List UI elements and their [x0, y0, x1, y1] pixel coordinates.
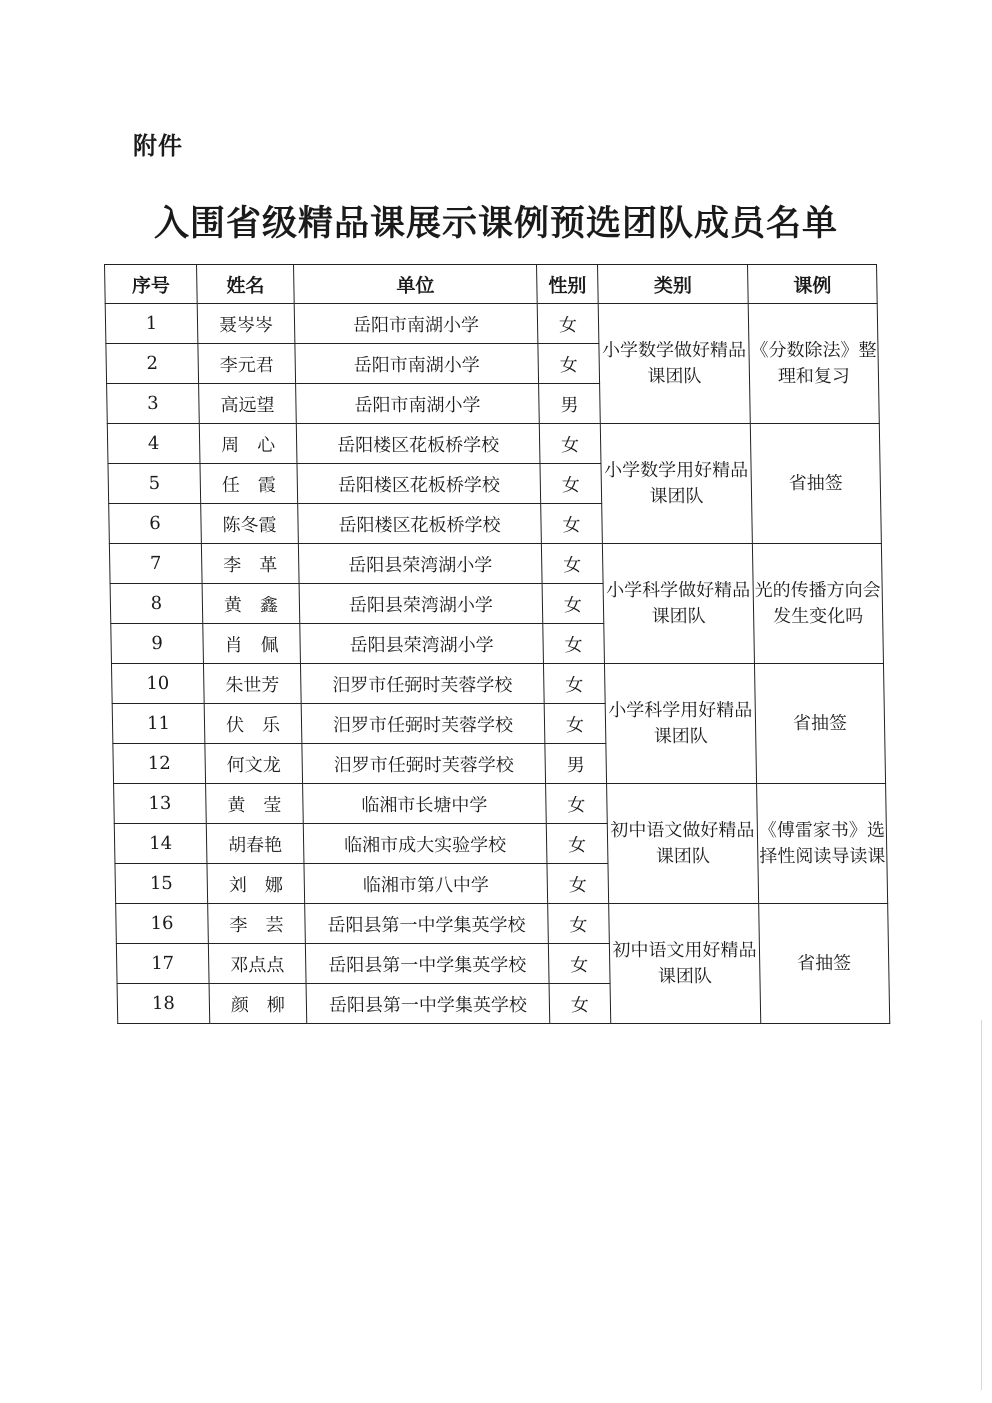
cell-no: 9 — [111, 624, 204, 664]
table-row — [114, 784, 887, 824]
cell-gender: 女 — [547, 864, 609, 904]
header-row — [105, 265, 878, 304]
cell-unit: 岳阳县第一中学集英学校 — [305, 904, 549, 944]
cell-unit: 岳阳楼区花板桥学校 — [297, 464, 541, 504]
cell-unit: 临湘市长塘中学 — [303, 784, 547, 824]
cell-name: 胡春艳 — [206, 824, 304, 864]
cell-name: 高远望 — [199, 384, 297, 424]
cell-name: 任 霞 — [200, 464, 298, 504]
cell-name: 李 芸 — [208, 904, 306, 944]
cell-name: 颜 柳 — [209, 984, 307, 1024]
cell-lesson: 光的传播方向会发生变化吗 — [752, 544, 883, 664]
cell-lesson: 省抽签 — [750, 424, 881, 544]
cell-gender: 女 — [544, 704, 606, 744]
cell-gender: 女 — [542, 584, 604, 624]
cell-gender: 女 — [546, 784, 608, 824]
cell-unit: 临湘市成大实验学校 — [303, 824, 547, 864]
cell-unit: 岳阳县荣湾湖小学 — [300, 624, 544, 664]
cell-gender: 女 — [539, 424, 601, 464]
cell-name: 陈冬霞 — [201, 504, 299, 544]
cell-name: 黄 莹 — [206, 784, 304, 824]
cell-no: 17 — [116, 944, 209, 984]
cell-name: 李 革 — [201, 544, 299, 584]
cell-no: 10 — [111, 664, 204, 704]
cell-unit: 汨罗市任弼时芙蓉学校 — [302, 744, 546, 784]
table-row — [109, 544, 882, 584]
table-row — [105, 304, 878, 344]
cell-name: 刘 娜 — [207, 864, 305, 904]
cell-lesson: 省抽签 — [754, 664, 885, 784]
cell-name: 肖 佩 — [203, 624, 301, 664]
cell-name: 聂岑岑 — [197, 304, 295, 344]
cell-name: 伏 乐 — [204, 704, 302, 744]
cell-no: 12 — [113, 744, 206, 784]
cell-gender: 女 — [549, 984, 611, 1024]
cell-unit: 岳阳市南湖小学 — [296, 384, 540, 424]
cell-name: 黄 鑫 — [202, 584, 300, 624]
cell-name: 朱世芳 — [203, 664, 301, 704]
header-category: 类别 — [598, 265, 749, 304]
cell-category: 小学科学用好精品课团队 — [604, 664, 756, 784]
cell-category: 初中语文做好精品课团队 — [607, 784, 759, 904]
cell-category: 小学科学做好精品课团队 — [602, 544, 754, 664]
cell-lesson: 省抽签 — [759, 904, 890, 1024]
cell-gender: 女 — [538, 344, 600, 384]
cell-name: 李元君 — [198, 344, 296, 384]
cell-no: 8 — [110, 584, 203, 624]
cell-no: 18 — [117, 984, 210, 1024]
cell-no: 13 — [114, 784, 207, 824]
table-row — [107, 424, 880, 464]
cell-no: 7 — [109, 544, 202, 584]
cell-category: 小学数学做好精品课团队 — [598, 304, 750, 424]
header-no: 序号 — [105, 265, 198, 304]
cell-lesson: 《傅雷家书》选择性阅读导读课 — [757, 784, 888, 904]
cell-gender: 女 — [540, 464, 602, 504]
cell-unit: 汨罗市任弼时芙蓉学校 — [301, 704, 545, 744]
cell-gender: 女 — [541, 504, 603, 544]
cell-name: 何文龙 — [205, 744, 303, 784]
table-body — [105, 304, 890, 1024]
cell-unit: 岳阳楼区花板桥学校 — [296, 424, 540, 464]
cell-no: 15 — [115, 864, 208, 904]
table-row — [111, 664, 884, 704]
cell-no: 3 — [107, 384, 200, 424]
header-gender: 性别 — [537, 265, 599, 304]
cell-unit: 岳阳县荣湾湖小学 — [299, 584, 543, 624]
cell-no: 16 — [116, 904, 209, 944]
cell-unit: 汨罗市任弼时芙蓉学校 — [300, 664, 544, 704]
cell-unit: 岳阳市南湖小学 — [295, 344, 539, 384]
cell-gender: 女 — [541, 544, 603, 584]
cell-gender: 女 — [543, 624, 605, 664]
cell-no: 14 — [114, 824, 207, 864]
cell-unit: 岳阳县第一中学集英学校 — [306, 984, 550, 1024]
cell-category: 初中语文用好精品课团队 — [609, 904, 761, 1024]
scan-edge-line — [981, 1020, 982, 1390]
team-member-table — [104, 264, 890, 1024]
cell-name: 邓点点 — [208, 944, 306, 984]
cell-no: 5 — [108, 464, 201, 504]
cell-gender: 男 — [545, 744, 607, 784]
cell-gender: 女 — [546, 824, 608, 864]
cell-gender: 女 — [543, 664, 605, 704]
cell-gender: 女 — [548, 944, 610, 984]
document-title: 入围省级精品课展示课例预选团队成员名单 — [153, 203, 838, 244]
cell-no: 1 — [105, 304, 198, 344]
cell-unit: 岳阳县荣湾湖小学 — [298, 544, 542, 584]
cell-no: 11 — [112, 704, 205, 744]
header-unit: 单位 — [294, 265, 538, 304]
cell-gender: 女 — [548, 904, 610, 944]
cell-name: 周 心 — [199, 424, 297, 464]
header-lesson: 课例 — [748, 265, 878, 304]
cell-unit: 岳阳市南湖小学 — [294, 304, 538, 344]
cell-no: 4 — [107, 424, 200, 464]
cell-unit: 临湘市第八中学 — [304, 864, 548, 904]
table-row — [116, 904, 889, 944]
cell-unit: 岳阳县第一中学集英学校 — [305, 944, 549, 984]
cell-no: 6 — [109, 504, 202, 544]
attachment-label: 附件 — [133, 132, 183, 160]
cell-gender: 女 — [537, 304, 599, 344]
table-header — [105, 265, 878, 304]
cell-unit: 岳阳楼区花板桥学校 — [298, 504, 542, 544]
header-name: 姓名 — [197, 265, 295, 304]
cell-gender: 男 — [539, 384, 601, 424]
cell-lesson: 《分数除法》整理和复习 — [748, 304, 879, 424]
cell-no: 2 — [106, 344, 199, 384]
cell-category: 小学数学用好精品课团队 — [600, 424, 752, 544]
